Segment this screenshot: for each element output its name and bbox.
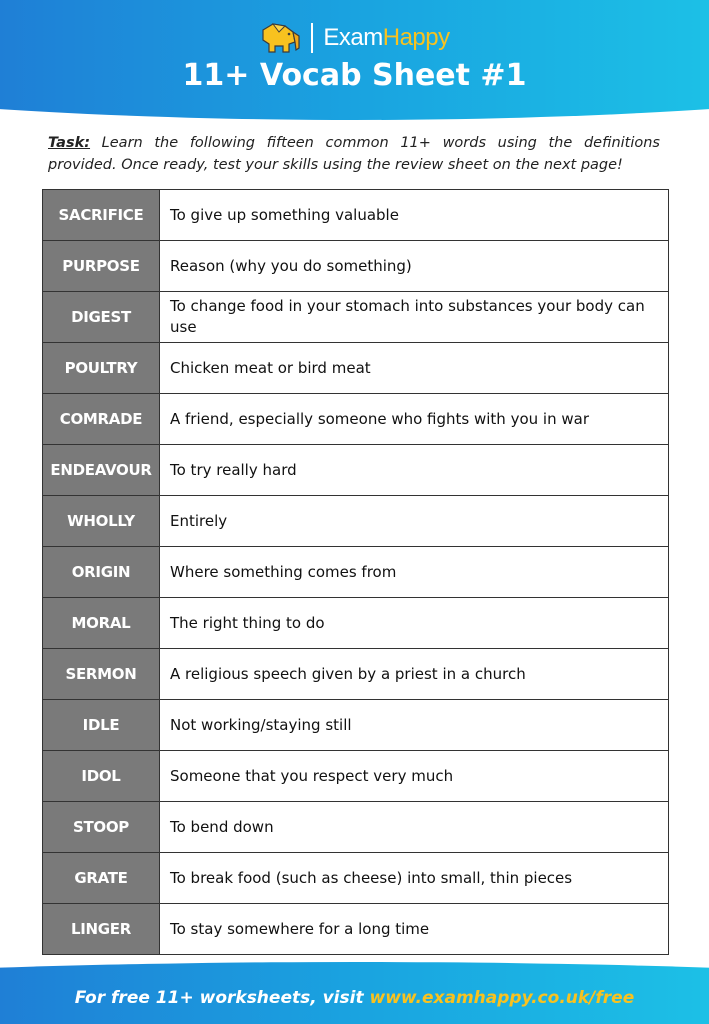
table-row <box>43 547 669 598</box>
vocab-table <box>42 189 669 955</box>
vocab-definition: Entirely <box>160 496 669 547</box>
table-row <box>43 649 669 700</box>
vocab-definition: To try really hard <box>160 445 669 496</box>
table-row <box>43 343 669 394</box>
table-row <box>43 496 669 547</box>
vocab-word: POULTRY <box>43 343 160 394</box>
logo-wordmark <box>323 24 449 52</box>
vocab-definition: Not working/staying still <box>160 700 669 751</box>
task-instructions <box>48 132 660 176</box>
logo-happy: Happy <box>382 24 450 51</box>
task-label: Task: <box>48 135 91 151</box>
vocab-definition: Reason (why you do something) <box>160 241 669 292</box>
vocab-word: IDOL <box>43 751 160 802</box>
footer-label: For free 11+ worksheets, visit <box>74 988 370 1008</box>
table-row <box>43 394 669 445</box>
vocab-word: DIGEST <box>43 292 160 343</box>
vocab-definition: A friend, especially someone who fights with you in war <box>160 394 669 445</box>
vocab-definition: Where something comes from <box>160 547 669 598</box>
table-row <box>43 445 669 496</box>
vocab-definition: To stay somewhere for a long time <box>160 904 669 955</box>
vocab-definition: Chicken meat or bird meat <box>160 343 669 394</box>
vocab-word: IDLE <box>43 700 160 751</box>
vocab-word: SACRIFICE <box>43 190 160 241</box>
table-row <box>43 292 669 343</box>
vocab-word: ORIGIN <box>43 547 160 598</box>
vocab-word: PURPOSE <box>43 241 160 292</box>
vocab-word: COMRADE <box>43 394 160 445</box>
vocab-word: STOOP <box>43 802 160 853</box>
table-row <box>43 802 669 853</box>
table-row <box>43 598 669 649</box>
vocab-definition: To give up something valuable <box>160 190 669 241</box>
vocab-word: SERMON <box>43 649 160 700</box>
table-row <box>43 700 669 751</box>
vocab-definition: The right thing to do <box>160 598 669 649</box>
logo[interactable] <box>0 20 709 56</box>
vocab-definition: To bend down <box>160 802 669 853</box>
vocab-word: WHOLLY <box>43 496 160 547</box>
page-title: 11+ Vocab Sheet #1 <box>182 58 527 93</box>
vocab-definition: Someone that you respect very much <box>160 751 669 802</box>
vocab-definition: A religious speech given by a priest in a church <box>160 649 669 700</box>
vocab-word: MORAL <box>43 598 160 649</box>
vocab-word: LINGER <box>43 904 160 955</box>
elephant-icon <box>259 22 301 54</box>
vocab-definition: To change food in your stomach into substances your body can use <box>160 292 669 343</box>
vocab-word: GRATE <box>43 853 160 904</box>
logo-exam: Exam <box>323 24 383 51</box>
footer-link[interactable]: www.examhappy.co.uk/free <box>369 988 635 1008</box>
footer-text <box>0 988 709 1008</box>
vocab-word: ENDEAVOUR <box>43 445 160 496</box>
logo-divider <box>311 23 313 53</box>
table-row <box>43 751 669 802</box>
task-text: Learn the following fifteen common 11+ words using the definitions provided. Once ready, test your skills using the review sheet on the next page! <box>48 135 660 173</box>
table-row <box>43 241 669 292</box>
table-row <box>43 904 669 955</box>
vocab-table-body <box>43 190 669 955</box>
vocab-definition: To break food (such as cheese) into small, thin pieces <box>160 853 669 904</box>
table-row <box>43 853 669 904</box>
table-row <box>43 190 669 241</box>
